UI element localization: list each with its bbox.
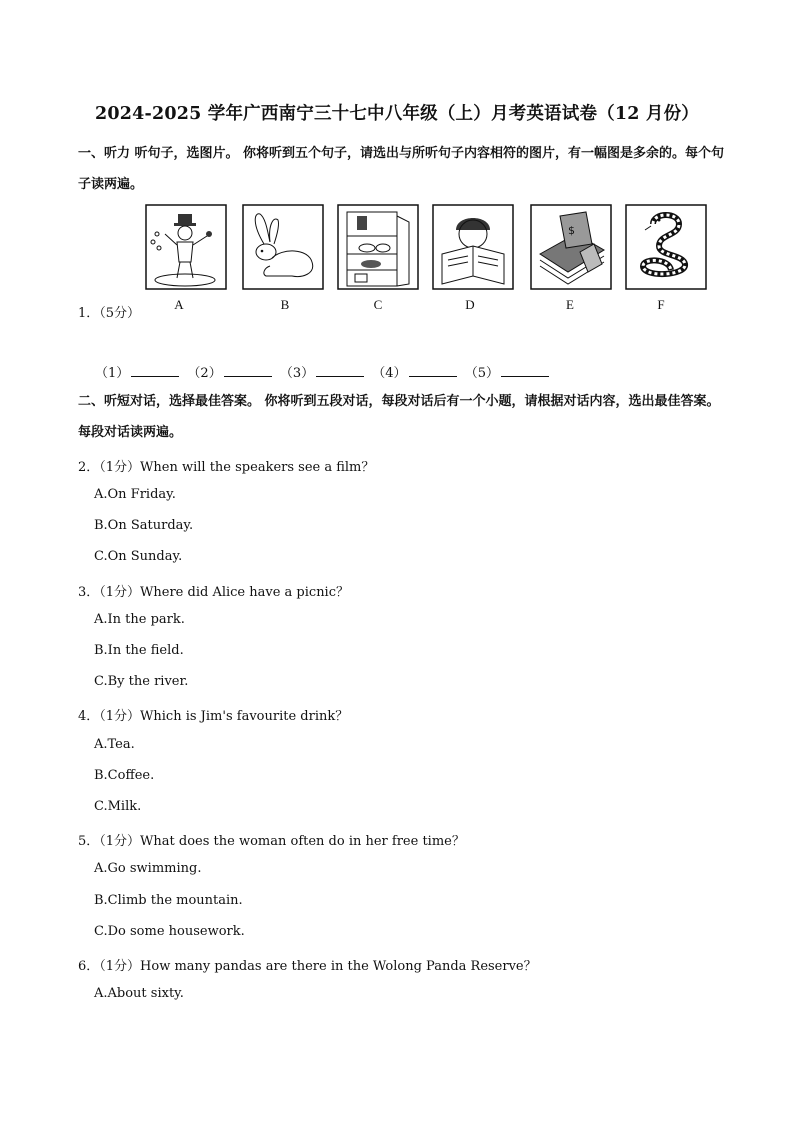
answer-blank-1[interactable] [131,364,179,377]
picture-label-a: A [174,297,184,312]
answer-blank-5[interactable] [501,364,549,377]
question-5-option-a[interactable]: A.Go swimming. [94,861,202,876]
answer-blank-4[interactable] [409,364,457,377]
section-2-heading: 二、听短对话，选择最佳答案。 你将听到五段对话，每段对话后有一个小题，请根据对话内容，选出最佳答案。每段对话读两遍。 [78,394,720,440]
section-1-heading: 一、听力 听句子，选图片。 你将听到五个句子，请选出与所听句子内容相符的图片，有一幅图是多余的。每个句子读两遍。 [78,146,725,192]
question-3-stem: 3．（1分）Where did Alice have a picnic？ [78,585,350,600]
picture-label-b: B [280,297,290,312]
picture-label-e: E [566,297,574,312]
question-6-option-a[interactable]: A.About sixty. [94,986,184,1001]
picture-label-c: C [373,297,383,312]
question-1-label: 1．（5分） [78,306,141,321]
blank-label-4: （4） [372,366,407,381]
picture-b-rabbit [242,204,324,290]
question-5-option-c[interactable]: C.Do some housework. [94,924,245,939]
question-2-option-b[interactable]: B.On Saturday. [94,518,194,533]
question-3-option-c[interactable]: C.By the river. [94,674,189,689]
page-title: 2024-2025 学年广西南宁三十七中八年级（上）月考英语试卷（12 月份） [94,104,699,124]
blank-label-1: （1） [95,366,130,381]
question-2-option-a[interactable]: A.On Friday. [94,487,176,502]
question-5-option-b[interactable]: B.Climb the mountain. [94,893,243,908]
svg-text:$: $ [568,224,575,237]
blank-label-2: （2） [187,366,222,381]
blank-label-3: （3） [279,366,315,381]
question-6-stem: 6．（1分）How many pandas are there in the Wolong Panda Reserve？ [78,959,537,974]
picture-c-fridge [337,204,419,290]
question-3-option-b[interactable]: B.In the field. [94,643,184,658]
question-2-option-c[interactable]: C.On Sunday. [94,549,183,564]
question-5-stem: 5．（1分）What does the woman often do in her free time？ [78,834,465,849]
question-3-option-a[interactable]: A.In the park. [94,612,185,627]
answer-blanks [95,362,553,381]
picture-e-money [530,204,612,290]
picture-f-snake [625,204,707,290]
picture-d-reading-boy [432,204,514,290]
picture-label-f: F [657,297,665,312]
question-4-option-b[interactable]: B.Coffee. [94,768,155,783]
question-2-stem: 2．（1分）When will the speakers see a film？ [78,460,375,475]
blank-label-5: （5） [464,366,499,381]
picture-a-performer [145,204,227,290]
answer-blank-2[interactable] [224,364,272,377]
question-4-option-a[interactable]: A.Tea. [94,737,135,752]
question-4-option-c[interactable]: C.Milk. [94,799,142,814]
answer-blank-3[interactable] [316,364,364,377]
picture-label-d: D [465,297,475,312]
question-4-stem: 4．（1分）Which is Jim's favourite drink？ [78,709,349,724]
